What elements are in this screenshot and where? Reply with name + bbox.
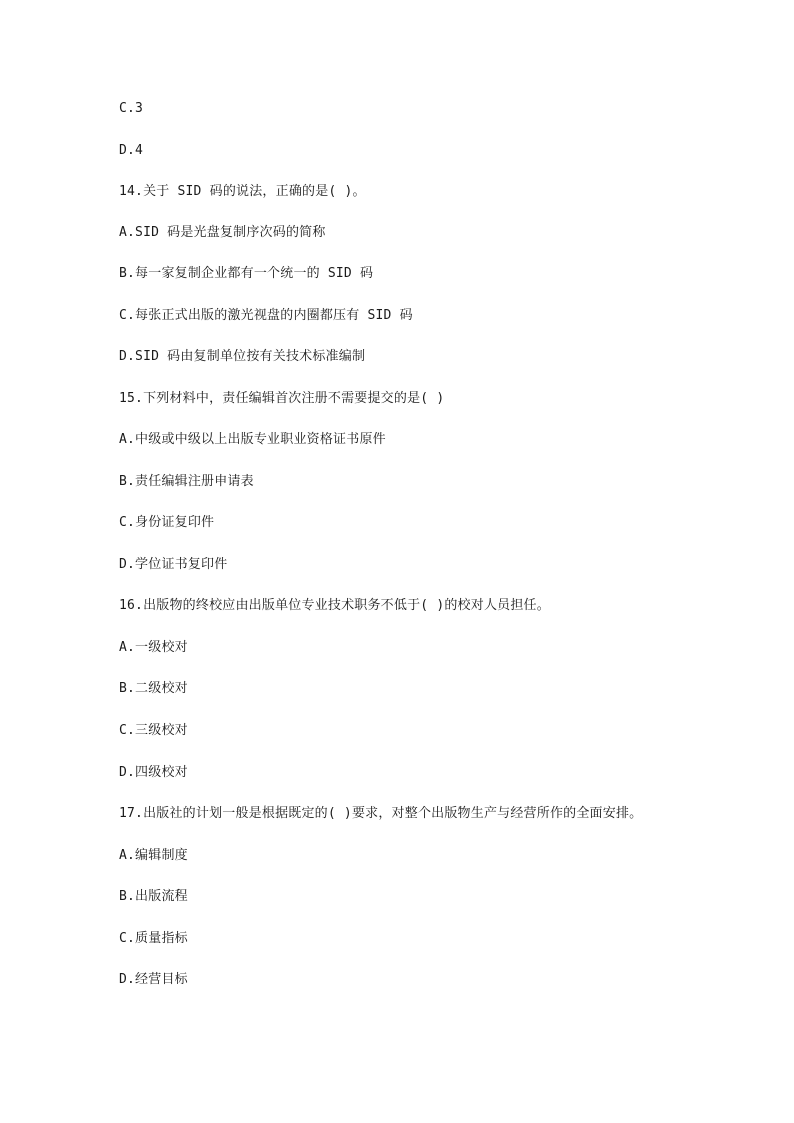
option-c-q17: C.质量指标 bbox=[119, 931, 188, 946]
option-a-q16: A.一级校对 bbox=[119, 640, 188, 655]
option-b-q15: B.责任编辑注册申请表 bbox=[119, 474, 254, 489]
option-a-q14: A.SID 码是光盘复制序次码的简称 bbox=[119, 225, 326, 240]
question-17: 17.出版社的计划一般是根据既定的( )要求，对整个出版物生产与经营所作的全面安排。 bbox=[119, 806, 643, 821]
option-b-q14: B.每一家复制企业都有一个统一的 SID 码 bbox=[119, 266, 374, 281]
option-c-q14: C.每张正式出版的激光视盘的内圈都压有 SID 码 bbox=[119, 308, 413, 323]
option-a-q15: A.中级或中级以上出版专业职业资格证书原件 bbox=[119, 432, 386, 447]
question-14: 14.关于 SID 码的说法，正确的是( )。 bbox=[119, 184, 366, 199]
option-a-q17: A.编辑制度 bbox=[119, 848, 188, 863]
option-d-q14: D.SID 码由复制单位按有关技术标准编制 bbox=[119, 349, 366, 364]
option-d-q13: D.4 bbox=[119, 143, 144, 158]
question-15: 15.下列材料中，责任编辑首次注册不需要提交的是( ) bbox=[119, 391, 445, 406]
option-b-q16: B.二级校对 bbox=[119, 681, 188, 696]
option-d-q15: D.学位证书复印件 bbox=[119, 557, 228, 572]
option-c-q13: C.3 bbox=[119, 101, 144, 116]
option-b-q17: B.出版流程 bbox=[119, 889, 188, 904]
question-16: 16.出版物的终校应由出版单位专业技术职务不低于( )的校对人员担任。 bbox=[119, 598, 550, 613]
option-d-q16: D.四级校对 bbox=[119, 765, 188, 780]
option-d-q17: D.经营目标 bbox=[119, 972, 188, 987]
option-c-q15: C.身份证复印件 bbox=[119, 515, 215, 530]
option-c-q16: C.三级校对 bbox=[119, 723, 188, 738]
